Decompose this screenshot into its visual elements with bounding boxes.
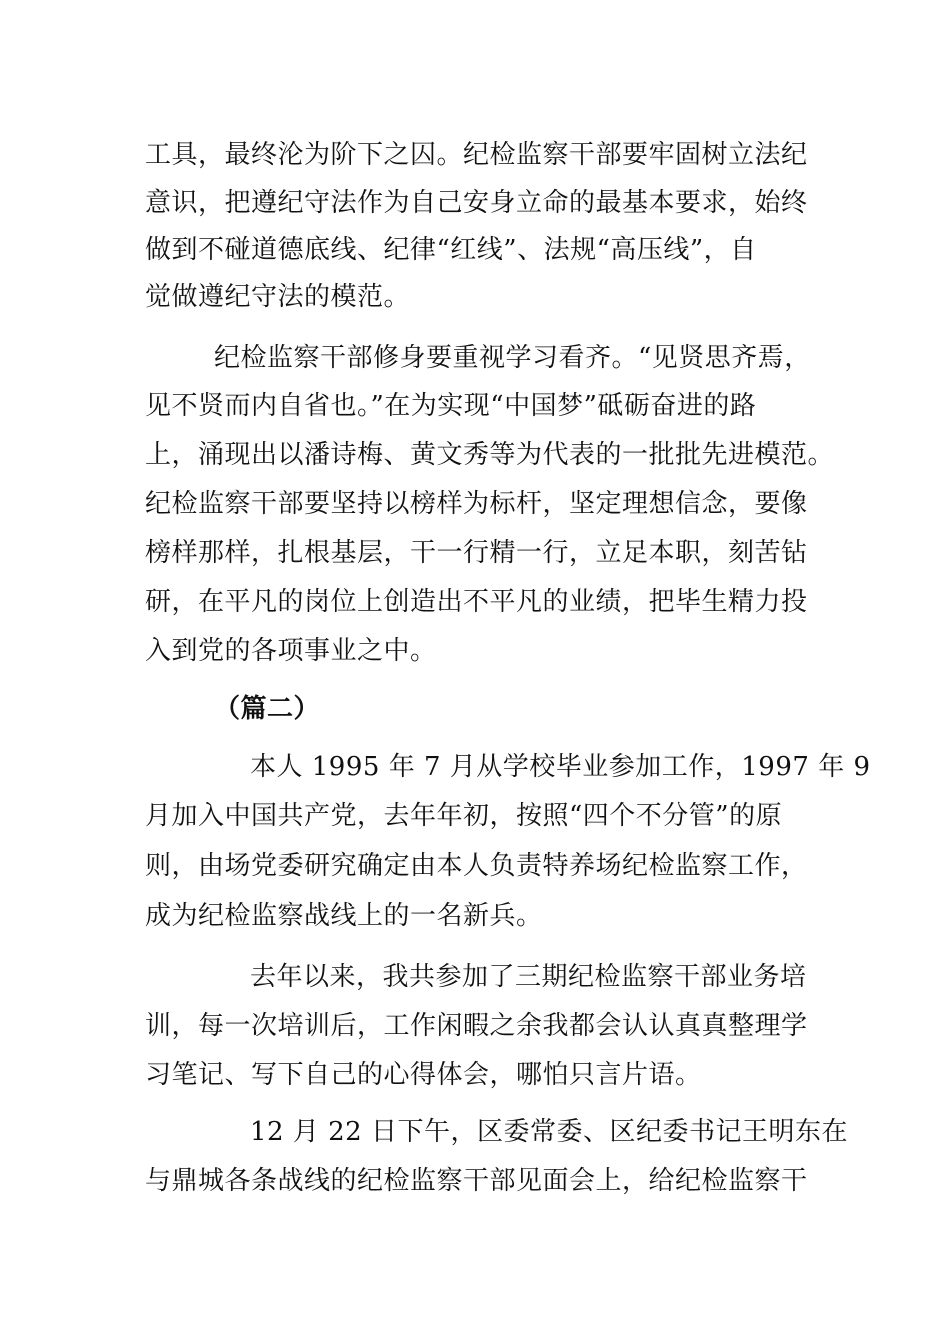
- paragraph-2-line-2: 见不贤而内自省也。”在为实现“中国梦”砥砺奋进的路: [145, 391, 757, 421]
- section-heading: （篇二）: [214, 694, 321, 724]
- paragraph-1-line-3: 做到不碰道德底线、纪律“红线”、法规“高压线”，自: [145, 235, 757, 265]
- paragraph-5-line-2: 与鼎城各条战线的纪检监察干部见面会上，给纪检监察干: [145, 1166, 808, 1196]
- paragraph-2-line-1: 纪检监察干部修身要重视学习看齐。“见贤思齐焉，: [214, 343, 811, 373]
- paragraph-3-line-1: 本人 1995 年 7 月从学校毕业参加工作，1997 年 9: [250, 752, 871, 782]
- paragraph-4-line-2: 训，每一次培训后，工作闲暇之余我都会认认真真整理学: [145, 1011, 808, 1041]
- paragraph-2-line-7: 入到党的各项事业之中。: [145, 636, 437, 666]
- paragraph-3-line-4: 成为纪检监察战线上的一名新兵。: [145, 901, 543, 931]
- paragraph-3-line-3: 则，由场党委研究确定由本人负责特养场纪检监察工作，: [145, 851, 808, 881]
- paragraph-2-line-3: 上，涌现出以潘诗梅、黄文秀等为代表的一批批先进模范。: [145, 440, 835, 470]
- paragraph-5-line-1: 12 月 22 日下午，区委常委、区纪委书记王明东在: [250, 1117, 848, 1147]
- paragraph-1-line-4: 觉做遵纪守法的模范。: [145, 282, 411, 312]
- paragraph-2-line-6: 研，在平凡的岗位上创造出不平凡的业绩，把毕生精力投: [145, 587, 808, 617]
- paragraph-2-line-5: 榜样那样，扎根基层，干一行精一行，立足本职，刻苦钻: [145, 538, 808, 568]
- paragraph-3-line-2: 月加入中国共产党，去年年初，按照“四个不分管”的原: [145, 801, 783, 831]
- paragraph-1-line-2: 意识，把遵纪守法作为自己安身立命的最基本要求，始终: [145, 188, 808, 218]
- paragraph-4-line-1: 去年以来，我共参加了三期纪检监察干部业务培: [250, 962, 807, 992]
- paragraph-4-line-3: 习笔记、写下自己的心得体会，哪怕只言片语。: [145, 1060, 702, 1090]
- paragraph-2-line-4: 纪检监察干部要坚持以榜样为标杆，坚定理想信念，要像: [145, 489, 808, 519]
- paragraph-1-line-1: 工具，最终沦为阶下之囚。纪检监察干部要牢固树立法纪: [145, 140, 808, 170]
